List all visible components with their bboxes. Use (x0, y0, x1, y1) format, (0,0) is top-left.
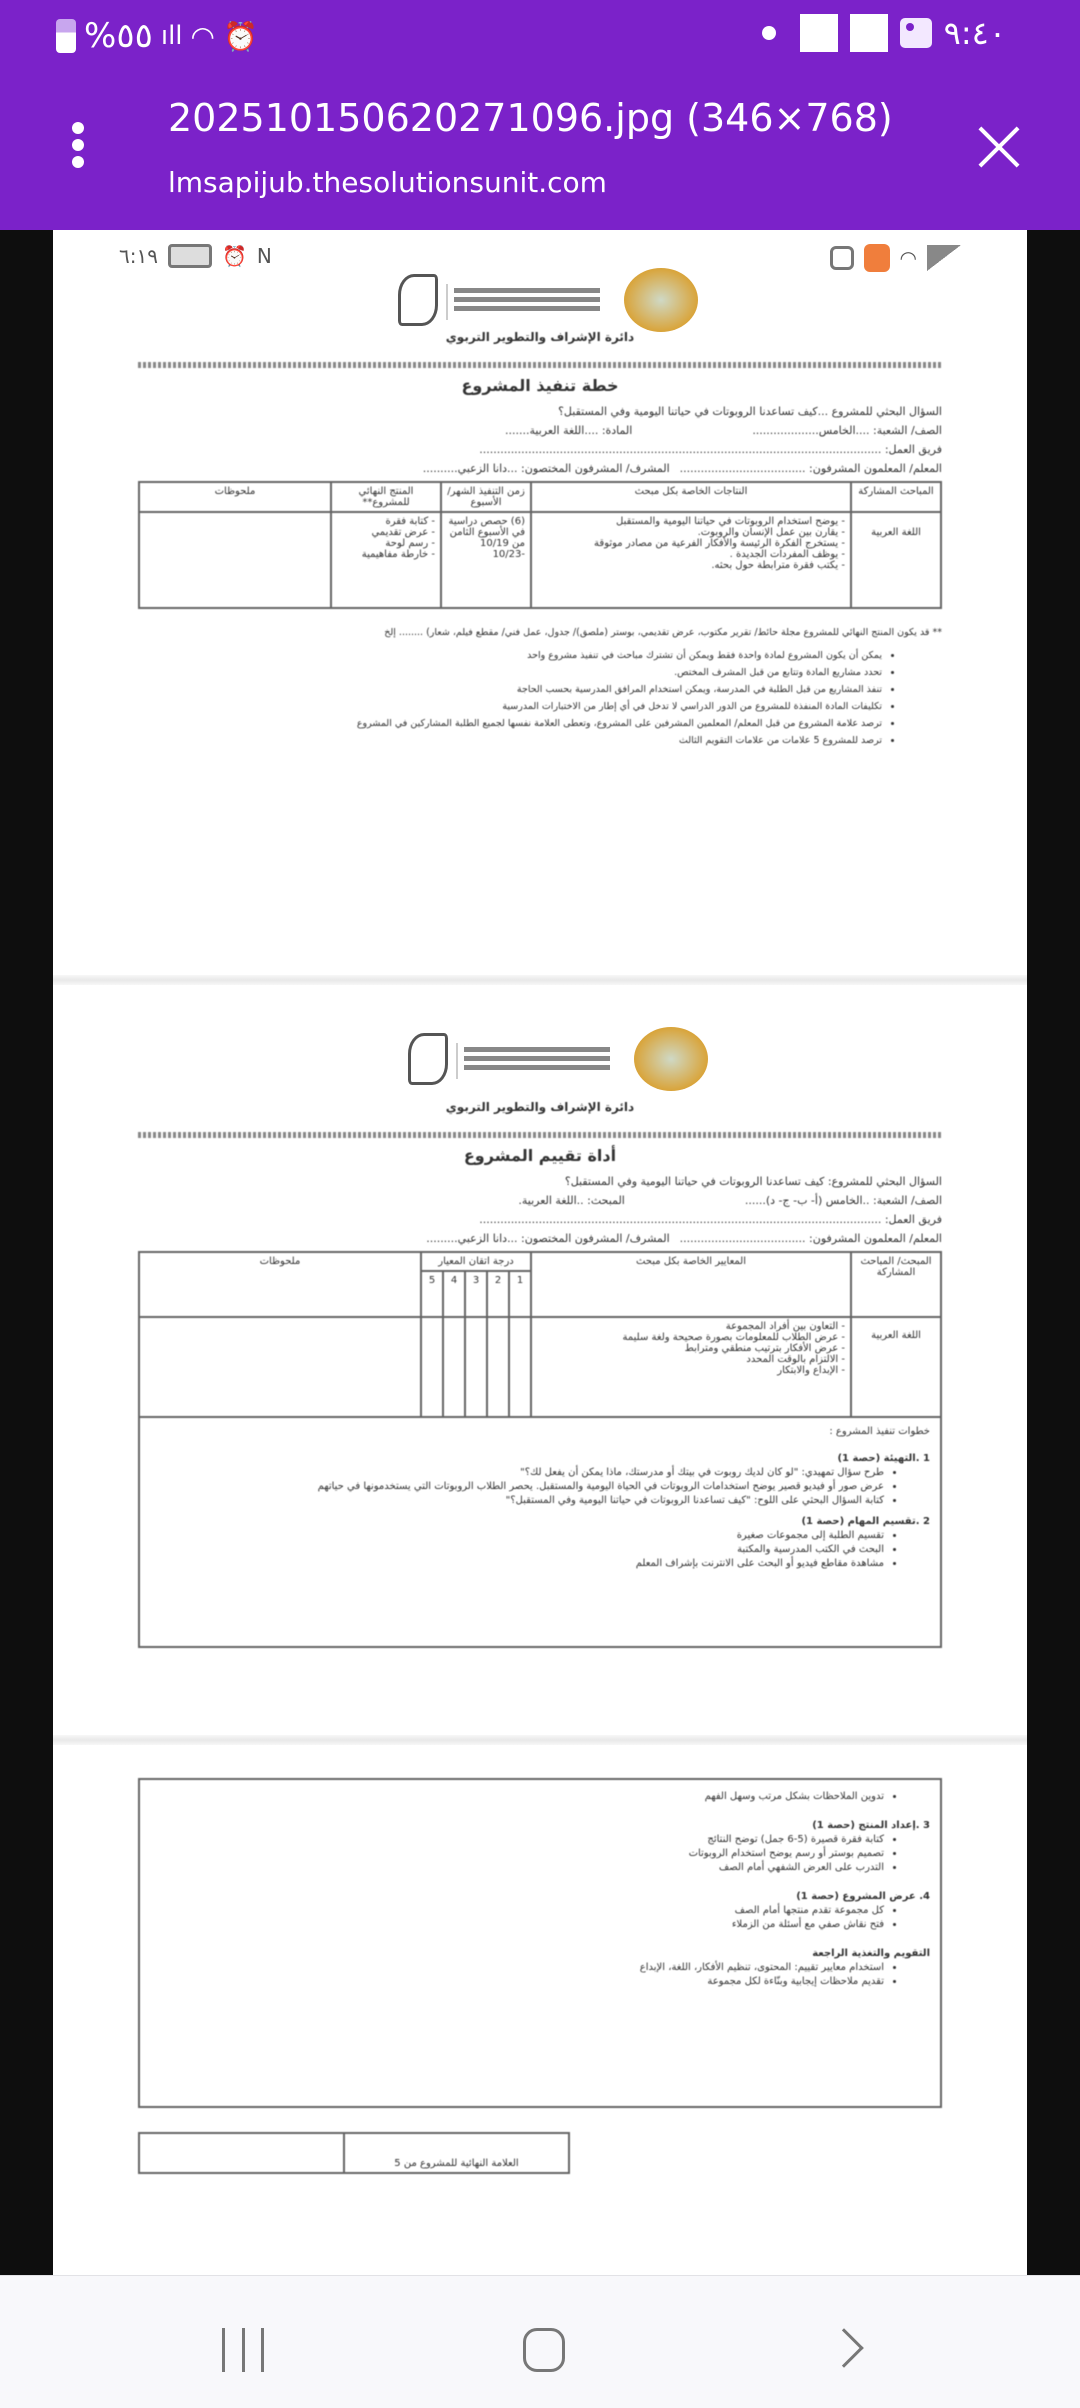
notes-cell (139, 512, 331, 608)
notification-icon (850, 14, 888, 52)
score-cell (487, 1317, 509, 1417)
scale-1: 1 (509, 1271, 531, 1317)
list-item: • عرض صور أو فيديو قصير يوضح استخدامات الروبوتات في الحياة اليومية والمستقبل. يحصر الطلاب الروبوتات التي يستخدمونها في حياتهم (150, 1481, 884, 1492)
step-title: 4. عرض المشروع (حصة 1) (796, 1891, 930, 1902)
step-title: التقويم والتغذية الراجعة (812, 1948, 930, 1959)
app-notification-icon (864, 244, 890, 272)
home-icon[interactable] (523, 2328, 565, 2372)
step-title: 2 .تقسيم المهام (حصة 1) (801, 1516, 930, 1527)
battery-icon (168, 244, 212, 268)
subject-field: المبحث: ..اللغة العربية. (518, 1194, 625, 1207)
step-title: 1 .التهيئة (حصة 1) (837, 1453, 930, 1464)
school-logos (408, 1027, 708, 1097)
subject-field: المادة: ....اللغة العربية....... (505, 424, 633, 437)
list-item: • مشاهدة مقاطع فيديو أو البحث على الانترنت بإشراف المعلم (150, 1558, 884, 1569)
team-field: فريق العمل: ................................................................................................................... (479, 1213, 942, 1226)
page-separator (53, 975, 1027, 985)
scale-3: 3 (465, 1271, 487, 1317)
list-item: • استخدام معايير تقييم: المحتوى، تنظيم الأفكار، اللغة، الإبداع (150, 1962, 884, 1973)
department-name: دائرة الإشراف والتطوير التربوي (445, 1100, 635, 1114)
seal-icon (634, 1027, 708, 1091)
score-cell (465, 1317, 487, 1417)
score-cell (443, 1317, 465, 1417)
page-url: lmsapijub.thesolutionsunit.com (168, 166, 607, 199)
list-item: • تحدد مشاريع المادة وتتابع من قبل المشرف المختص. (138, 667, 882, 678)
embedded-time: ٦:١٩ (119, 244, 158, 268)
status-time: ٩:٤٠ (943, 14, 1006, 52)
table-header: ملحوظات (139, 1252, 421, 1317)
divider (138, 362, 942, 368)
final-grade-label: العلامة النهائية للمشروع من 5 (344, 2133, 569, 2173)
list-item: • تقسيم الطلبة إلى مجموعات صغيرة (150, 1530, 884, 1541)
table-header: درجة اتقان المعيار (421, 1252, 531, 1271)
criteria-cell: - التعاون بين أفراد المجموعة - عرض الطلاب للمعلومات بصورة صحيحة ولغة سليمة - عرض الأفكار بترتيب منطقي ومترابط - الالتزام بالوقت المحدد - الإبداع والابتكار (531, 1317, 851, 1417)
document-title: أداة تقييم المشروع (463, 1146, 617, 1165)
table-header: زمن التنفيذ الشهر/ الأسبوع (441, 482, 531, 512)
list-item: • البحث في الكتب المدرسية والمكتبة (150, 1544, 884, 1555)
bullet-list (138, 650, 942, 746)
list-item: • التدرب على العرض الشفهي أمام الصف (150, 1862, 884, 1873)
table-header: المباحث المشاركة (851, 482, 941, 512)
table-header: ملحوظات (139, 482, 331, 512)
battery-level: %٥٥ (84, 16, 153, 56)
footnote: ** قد يكون المنتج النهائي للمشروع مجلة حائط/ تقرير مكتوب، عرض تقديمي، بوستر (ملصق)/ جدول، عمل فني/ مقطع فيلم، شعار) ........ إلخ (384, 627, 942, 638)
table-header-row (139, 482, 941, 512)
evaluation-table (138, 1251, 942, 1418)
table-row (139, 1317, 941, 1417)
teachers-field: المعلم/ المعلمون المشرفون: .................................... (679, 1232, 942, 1245)
gallery-icon (900, 18, 932, 48)
table-header: المعايير الخاصة بكل مبحث (531, 1252, 851, 1317)
seal-icon (624, 268, 698, 332)
page-separator (53, 1735, 1027, 1745)
notes-cell (139, 1317, 421, 1417)
teachers-field: المعلم/ المعلمون المشرفون: .................................... (679, 462, 942, 475)
system-nav-bar (0, 2275, 1080, 2408)
status-bar (0, 0, 1080, 70)
list-item: • ترصد للمشروع 5 علامات من علامات التقويم الثالث (138, 735, 882, 746)
subject-cell: اللغة العربية (851, 512, 941, 608)
final-grade-value (139, 2133, 344, 2173)
steps-box (138, 1418, 942, 1648)
score-cell (421, 1317, 443, 1417)
back-icon[interactable] (824, 2328, 864, 2368)
table-header: المنتج النهائي للمشروع** (331, 482, 441, 512)
table-header: النتاجات الخاصة بكل مبحث (531, 482, 851, 512)
close-icon[interactable] (976, 124, 1022, 170)
list-item: • تنفذ المشاريع من قبل الطلبة في المدرسة، ويمكن استخدام المرافق المدرسية بحسب الحاجة (138, 684, 882, 695)
list-item: • يمكن أن يكون المشروع لمادة واحدة فقط ويمكن أن تشترك مباحث في تنفيذ مشروع واحد (138, 650, 882, 661)
wifi-icon: ◠ (899, 246, 917, 270)
wifi-icon: ◠ (190, 19, 215, 53)
list-item: • كل مجموعة تقدم منتجها أمام الصف (150, 1905, 884, 1916)
list-item: • تكليفات المادة المنفذة للمشروع من الدور الدراسي لا تدخل في أي إطار من الاختبارات المدرسية (138, 701, 882, 712)
signal-icon (927, 245, 961, 271)
outcomes-cell: - يوضح استخدام الروبوتات في حياتنا اليومية والمستقبل - يقارن بين عمل الإنسان والروبوت. - يستخرج الفكرة الرئيسة والأفكار الفرعية من مصادر موثوقة - يوظف المفردات الجديدة . - يكتب فقرة مترابطة حول بحثه. (531, 512, 851, 608)
supervisor-field: المشرف/ المشرفون المختصون: ...دانا الزعبي.......... (422, 462, 670, 475)
app-bar (0, 0, 1080, 230)
notification-icon (800, 14, 838, 52)
scale-5: 5 (421, 1271, 443, 1317)
divider (138, 1132, 942, 1138)
battery-icon (56, 19, 76, 53)
list-item: • ترصد علامة المشروع من قبل المعلم/ المعلمين المشرفين على المشروع، وتعطى العلامة نفسها لجميع الطلبة المشاركين في المشروع (138, 718, 882, 729)
table-header-row (139, 1252, 941, 1271)
recent-apps-icon[interactable] (222, 2328, 264, 2372)
list-item: • تصميم بوستر أو رسم يوضح استخدام الروبوتات (150, 1848, 884, 1859)
school-logos (398, 268, 698, 338)
supervisor-field: المشرف/ المشرفون المختصون: ...دانا الزعبي......... (426, 1232, 670, 1245)
document-page-1 (138, 330, 942, 752)
signal-icon: ıll (160, 21, 183, 51)
alarm-icon: ⏰ (221, 244, 247, 268)
department-name: دائرة الإشراف والتطوير التربوي (445, 330, 635, 344)
team-field: فريق العمل: ................................................................................................................... (479, 443, 942, 456)
list-item: • كتابة السؤال البحثي على اللوح: "كيف تساعدنا الروبوتات في حياتنا اليومية وفي المستقبل؟" (150, 1495, 884, 1506)
plan-table (138, 481, 942, 609)
list-item: • فتح نقاش صفي مع أسئلة من الزملاء (150, 1919, 884, 1930)
final-grade-table (138, 2132, 570, 2174)
document-title: خطة تنفيذ المشروع (461, 376, 619, 395)
logo-mark-icon (408, 1033, 448, 1085)
alarm-icon: ⏰ (222, 19, 258, 53)
subject-cell: اللغة العربية (851, 1317, 941, 1417)
scale-2: 2 (487, 1271, 509, 1317)
notification-dot-icon (762, 26, 776, 40)
list-item: • تدوين الملاحظات بشكل مرتب وسهل الفهم (150, 1791, 884, 1802)
logo-mark-icon (398, 274, 438, 326)
image-viewer[interactable] (53, 230, 1027, 2275)
document-page-2 (138, 1100, 942, 1648)
steps-title: خطوات تنفيذ المشروع : (829, 1426, 930, 1437)
table-header: المبحث/ المباحث المشاركة (851, 1252, 941, 1317)
research-question: السؤال البحثي للمشروع ...كيف تساعدنا الروبوتات في حياتنا اليومية وفي المستقبل؟ (558, 405, 942, 418)
nfc-icon: N (256, 244, 272, 268)
list-item: • كتابة فقرة قصيرة (5-6 جمل) توضح النتائج (150, 1834, 884, 1845)
table-row (139, 512, 941, 608)
step-title: 3 .إعداد المنتج (حصة 1) (812, 1820, 930, 1831)
document-page-3 (138, 1778, 942, 2174)
score-cell (509, 1317, 531, 1417)
more-vert-icon[interactable] (68, 122, 88, 174)
instagram-icon (830, 246, 854, 270)
steps-box-continued (138, 1778, 942, 2108)
grade-field: الصف/ الشعبة: ..الخامس (أ- ب- ج- د)...... (744, 1194, 942, 1207)
list-item: • طرح سؤال تمهيدي: "لو كان لديك روبوت في بيتك أو مدرستك، ماذا يمكن أن يفعل لك؟" (150, 1467, 884, 1478)
time-cell: (6) حصص دراسية في الأسبوع الثامن من 10/19 -10/23 (441, 512, 531, 608)
products-cell: - كتابة فقرة - عرض تقديمي - رسم لوحة - خارطة مفاهيمية (331, 512, 441, 608)
table-row (139, 2133, 569, 2173)
grade-field: الصف/ الشعبة: ....الخامس................... (752, 424, 942, 437)
list-item: • تقديم ملاحظات إيجابية وبنّاءة لكل مجموعة (150, 1976, 884, 1987)
page-title: 20251015062027109​6.jpg (346×768) (168, 96, 893, 140)
research-question: السؤال البحثي للمشروع: كيف تساعدنا الروبوتات في حياتنا اليومية وفي المستقبل؟ (564, 1175, 942, 1188)
scale-4: 4 (443, 1271, 465, 1317)
